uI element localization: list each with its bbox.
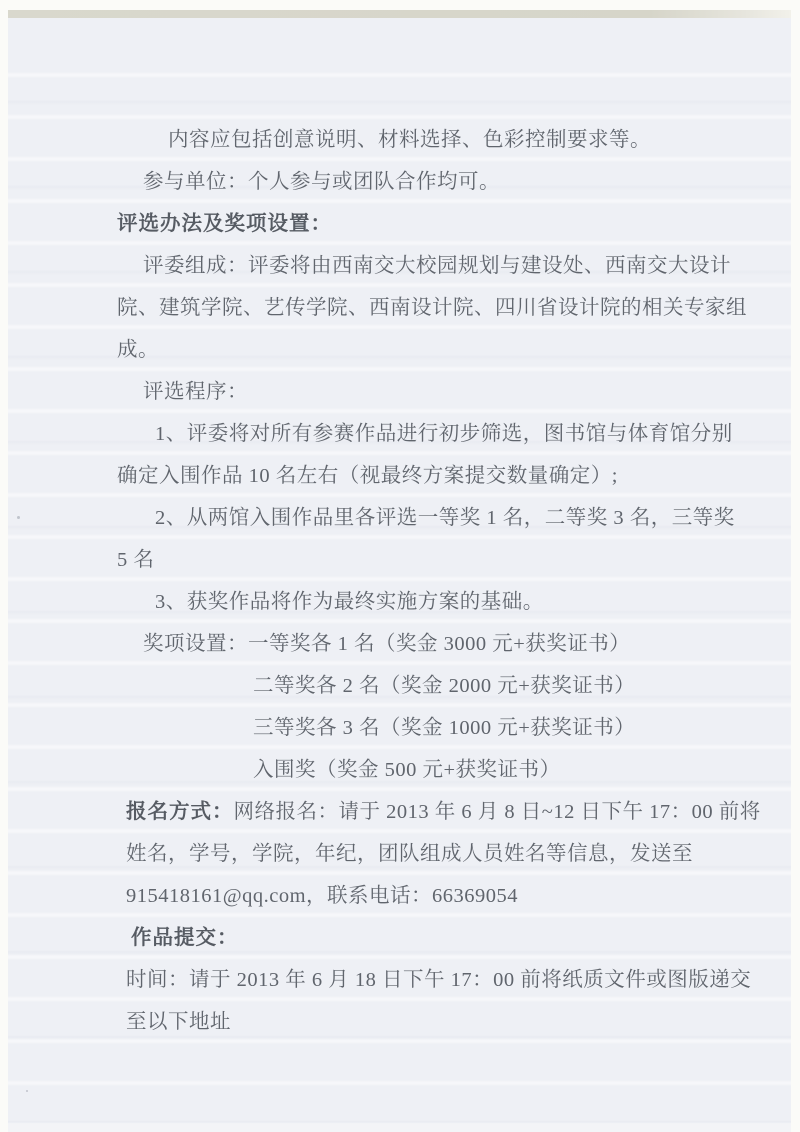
line-submission-time: 时间：请于 2013 年 6 月 18 日下午 17：00 前将纸质文件或图版递交 (126, 969, 752, 991)
line-submission-address: 至以下地址 (126, 1011, 231, 1033)
line-award-second-prize: 二等奖各 2 名（奖金 2000 元+获奖证书） (253, 675, 636, 697)
line-award-third-prize: 三等奖各 3 名（奖金 1000 元+获奖证书） (253, 717, 636, 739)
heading-selection-and-awards: 评选办法及奖项设置： (117, 212, 332, 235)
scan-top-edge (8, 10, 791, 18)
line-registration-info: 姓名，学号，学院，年纪，团队组成人员姓名等信息，发送至 (126, 843, 693, 865)
line-participation-unit: 参与单位：个人参与或团队合作均可。 (143, 171, 500, 193)
line-award-first-prize: 奖项设置：一等奖各 1 名（奖金 3000 元+获奖证书） (143, 633, 631, 655)
line-procedure-step2-a: 2、从两馆入围作品里各评选一等奖 1 名，二等奖 3 名，三等奖 (155, 507, 735, 529)
line-selection-procedure-title: 评选程序： (143, 381, 248, 403)
line-registration-method (0, 791, 800, 833)
line-content-requirements: 内容应包括创意说明、材料选择、色彩控制要求等。 (168, 129, 651, 151)
line-jury-composition-2: 院、建筑学院、艺传学院、西南设计院、四川省设计院的相关专家组 (117, 297, 747, 319)
registration-method-text: 网络报名：请于 2013 年 6 月 8 日~12 日下午 17：00 前将 (233, 801, 761, 823)
line-contact-email-phone: 915418161@qq.com，联系电话：66369054 (126, 885, 519, 907)
heading-work-submission: 作品提交： (131, 926, 239, 949)
line-jury-composition-3: 成。 (117, 339, 159, 361)
line-jury-composition-1: 评委组成：评委将由西南交大校园规划与建设处、西南交大设计 (143, 255, 731, 277)
line-procedure-step2-b: 5 名 (117, 549, 155, 571)
line-procedure-step1-b: 确定入围作品 10 名左右（视最终方案提交数量确定）; (117, 465, 618, 487)
scan-bottom-edge (8, 1124, 791, 1132)
line-procedure-step3: 3、获奖作品将作为最终实施方案的基础。 (155, 591, 544, 613)
scan-speck (26, 1090, 28, 1092)
registration-method-label: 报名方式： (126, 800, 234, 823)
line-award-finalist: 入围奖（奖金 500 元+获奖证书） (253, 759, 561, 781)
document-text (0, 119, 800, 1043)
line-procedure-step1-a: 1、评委将对所有参赛作品进行初步筛选，图书馆与体育馆分别 (155, 423, 733, 445)
